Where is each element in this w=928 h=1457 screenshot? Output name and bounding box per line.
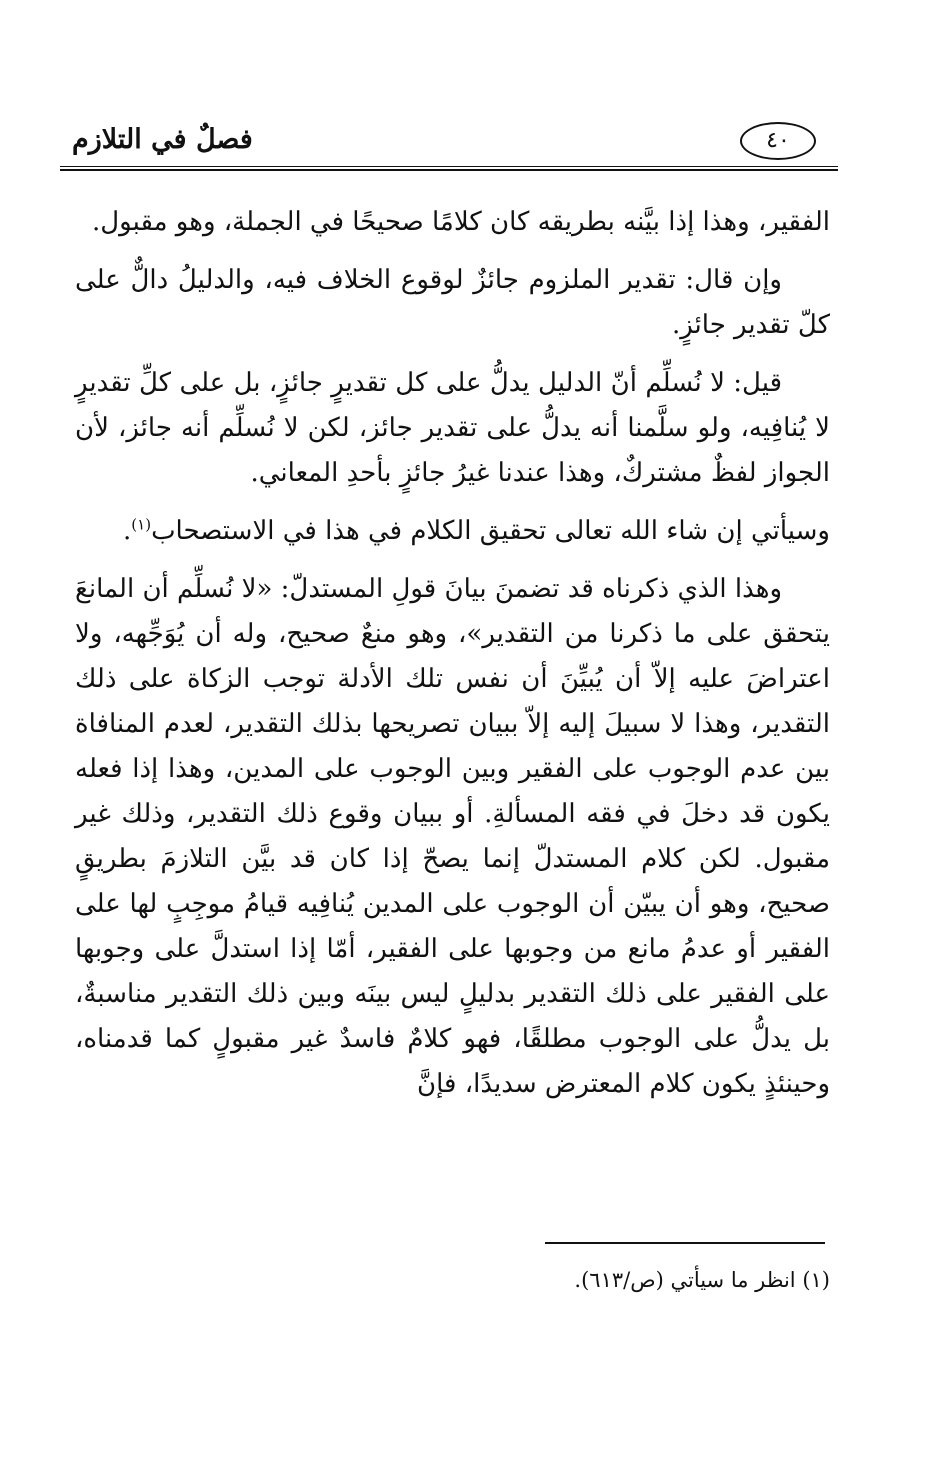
paragraph-3: قيل: لا نُسلِّم أنّ الدليل يدلُّ على كل تقديرٍ جائزٍ، بل على كلِّ تقديرٍ لا يُنافِيه، ولو سلَّمنا أنه يدلُّ على تقدير جائز، لكن لا نُسلِّم أنه جائز، لأن الجواز لفظٌ مشتركٌ، وهذا عندنا غيرُ جائزٍ بأحدِ المعاني. (75, 368, 830, 488)
body-text (75, 200, 830, 1120)
running-title: فصلٌ في التلازم (72, 124, 253, 155)
footnote-rule (545, 1242, 825, 1244)
page-header (60, 118, 838, 178)
header-rule (60, 166, 838, 171)
paragraph-5: وهذا الذي ذكرناه قد تضمنَ بيانَ قولِ المستدلّ: «لا نُسلِّم أن المانعَ يتحقق على ما ذكرنا من التقدير»، وهو منعٌ صحيح، وله أن يُوَجِّهه، ولا اعتراضَ عليه إلاّ أن يُبيِّنَ أن نفس تلك الأدلة توجب الزكاة على ذلك التقدير، وهذا لا سبيلَ إليه إلاّ ببيان تصريحها بذلك التقدير، لعدم المنافاة بين عدم الوجوب على الفقير وبين الوجوب على المدين، وهذا إذا فعله يكون قد دخلَ في فقه المسألةِ. أو ببيان وقوع ذلك التقدير، وذلك غير مقبول. لكن كلام المستدلّ إنما يصحّ إذا كان قد بيَّن التلازمَ بطريقٍ صحيح، وهو أن يبيّن أن الوجوب على المدين يُنافِيه قيامُ موجِبٍ لها على الفقير أو عدمُ مانع من وجوبها على الفقير، أمّا إذا استدلَّ على وجوبها على الفقير على ذلك التقدير بدليلٍ ليس بينَه وبين ذلك التقدير مناسبةٌ، بل يدلُّ على الوجوب مطلقًا، فهو كلامٌ فاسدٌ غير مقبولٍ كما قدمناه، وحينئذٍ يكون كلام المعترض سديدًا، فإنَّ (75, 574, 830, 1099)
paragraph-4-period: . (123, 516, 132, 546)
paragraph-1: الفقير، وهذا إذا بيَّنه بطريقه كان كلامًا صحيحًا في الجملة، وهو مقبول. (92, 207, 830, 237)
paragraph-2: وإن قال: تقدير الملزوم جائزٌ لوقوع الخلاف فيه، والدليلُ دالٌّ على كلّ تقدير جائزٍ. (75, 265, 830, 340)
footnote-reference: (١) (131, 515, 152, 534)
paragraph-4-text: وسيأتي إن شاء الله تعالى تحقيق الكلام في هذا في الاستصحاب (151, 516, 830, 546)
page-number-badge: ٤٠ (740, 122, 816, 160)
paragraph-4 (75, 509, 830, 554)
footnote: (١) انظر ما سيأتي (ص/٦١٣). (574, 1268, 830, 1292)
